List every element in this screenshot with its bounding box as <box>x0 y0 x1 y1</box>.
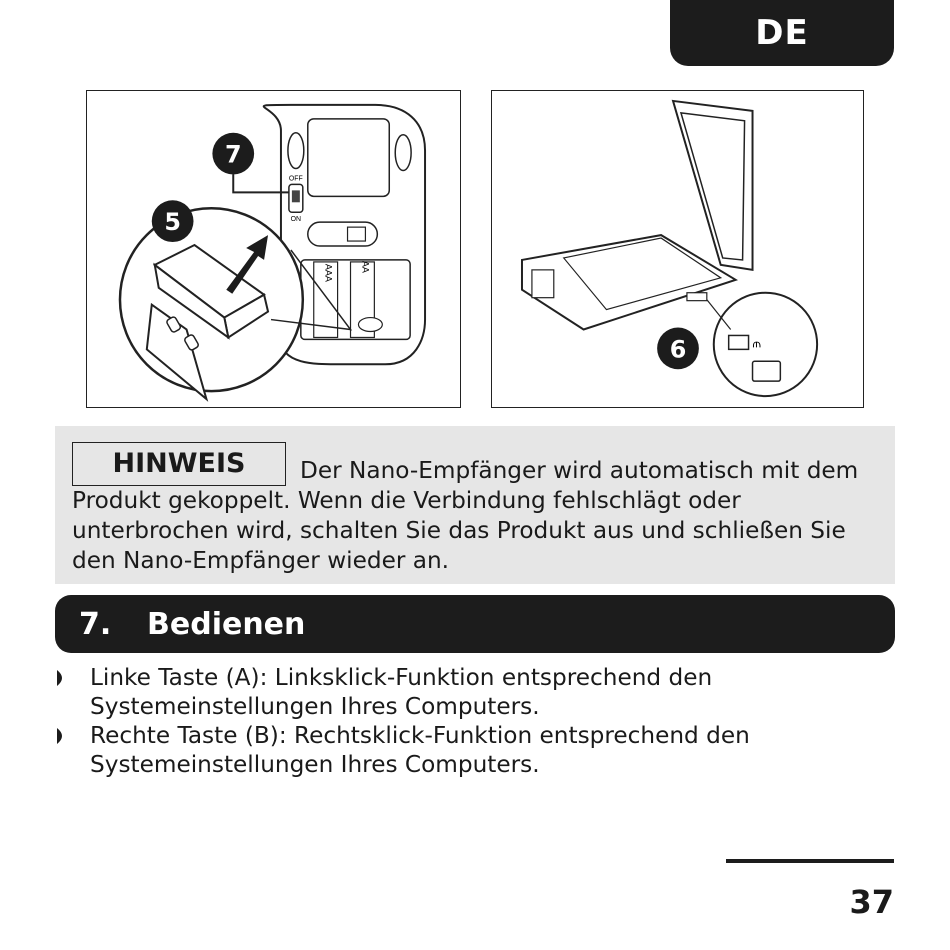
callout-7-number: 7 <box>224 140 242 169</box>
battery-1-label: AAA <box>323 263 334 282</box>
section-number: 7. <box>79 606 112 642</box>
footer-rule <box>726 859 894 863</box>
bullet-icon <box>57 728 67 744</box>
mouse-foot-left <box>288 133 304 169</box>
callout-5-number: 5 <box>164 208 181 237</box>
note-label: HINWEIS <box>72 442 286 486</box>
note-box <box>55 426 895 584</box>
stored-receiver <box>348 227 366 241</box>
switch-off-label: OFF <box>288 175 303 183</box>
usb-symbol-icon: ⫙ <box>752 336 761 351</box>
callout-6-number: 6 <box>669 335 687 364</box>
language-tab: DE <box>670 0 894 66</box>
usb-port <box>687 293 707 301</box>
page-number: 37 <box>849 883 894 921</box>
note-text-wrap <box>72 456 884 576</box>
mouse-foot-right <box>395 135 411 171</box>
list-item <box>55 721 895 779</box>
bullet-text: Linke Taste (A): Linksklick-Funktion entsprechend den Systemeinstellungen Ihres Computers. <box>90 664 713 720</box>
usb-receiver <box>753 361 781 381</box>
bullet-text: Rechte Taste (B): Rechtsklick-Funktion entsprechend den Systemeinstellungen Ihres Computers. <box>90 722 750 778</box>
battery-2-label: AA <box>360 260 371 273</box>
usb-socket <box>729 335 749 349</box>
power-switch-knob <box>292 190 300 202</box>
switch-on-label: ON <box>290 216 302 224</box>
laptop-touchpad <box>532 270 554 298</box>
bullet-icon <box>57 670 67 686</box>
figure-mouse-receiver <box>86 90 461 408</box>
receiver-storage-slot <box>308 222 378 246</box>
section-header <box>55 595 895 653</box>
bullet-list <box>55 663 895 779</box>
battery-contact <box>358 318 382 332</box>
figure-laptop-usb <box>491 90 864 408</box>
section-title: Bedienen <box>147 606 306 642</box>
mouse-compartment <box>308 119 389 197</box>
note-text: Der Nano-Empfänger wird automatisch mit dem Produkt gekoppelt. Wenn die Verbindung fehlschlägt oder unterbrochen wird, schalten Sie das Produkt aus und schließen Sie den Nano-Empfänger wieder an. <box>72 457 859 574</box>
laptop-illustration <box>492 91 863 407</box>
list-item <box>55 663 895 721</box>
mouse-underside-illustration <box>87 91 460 407</box>
